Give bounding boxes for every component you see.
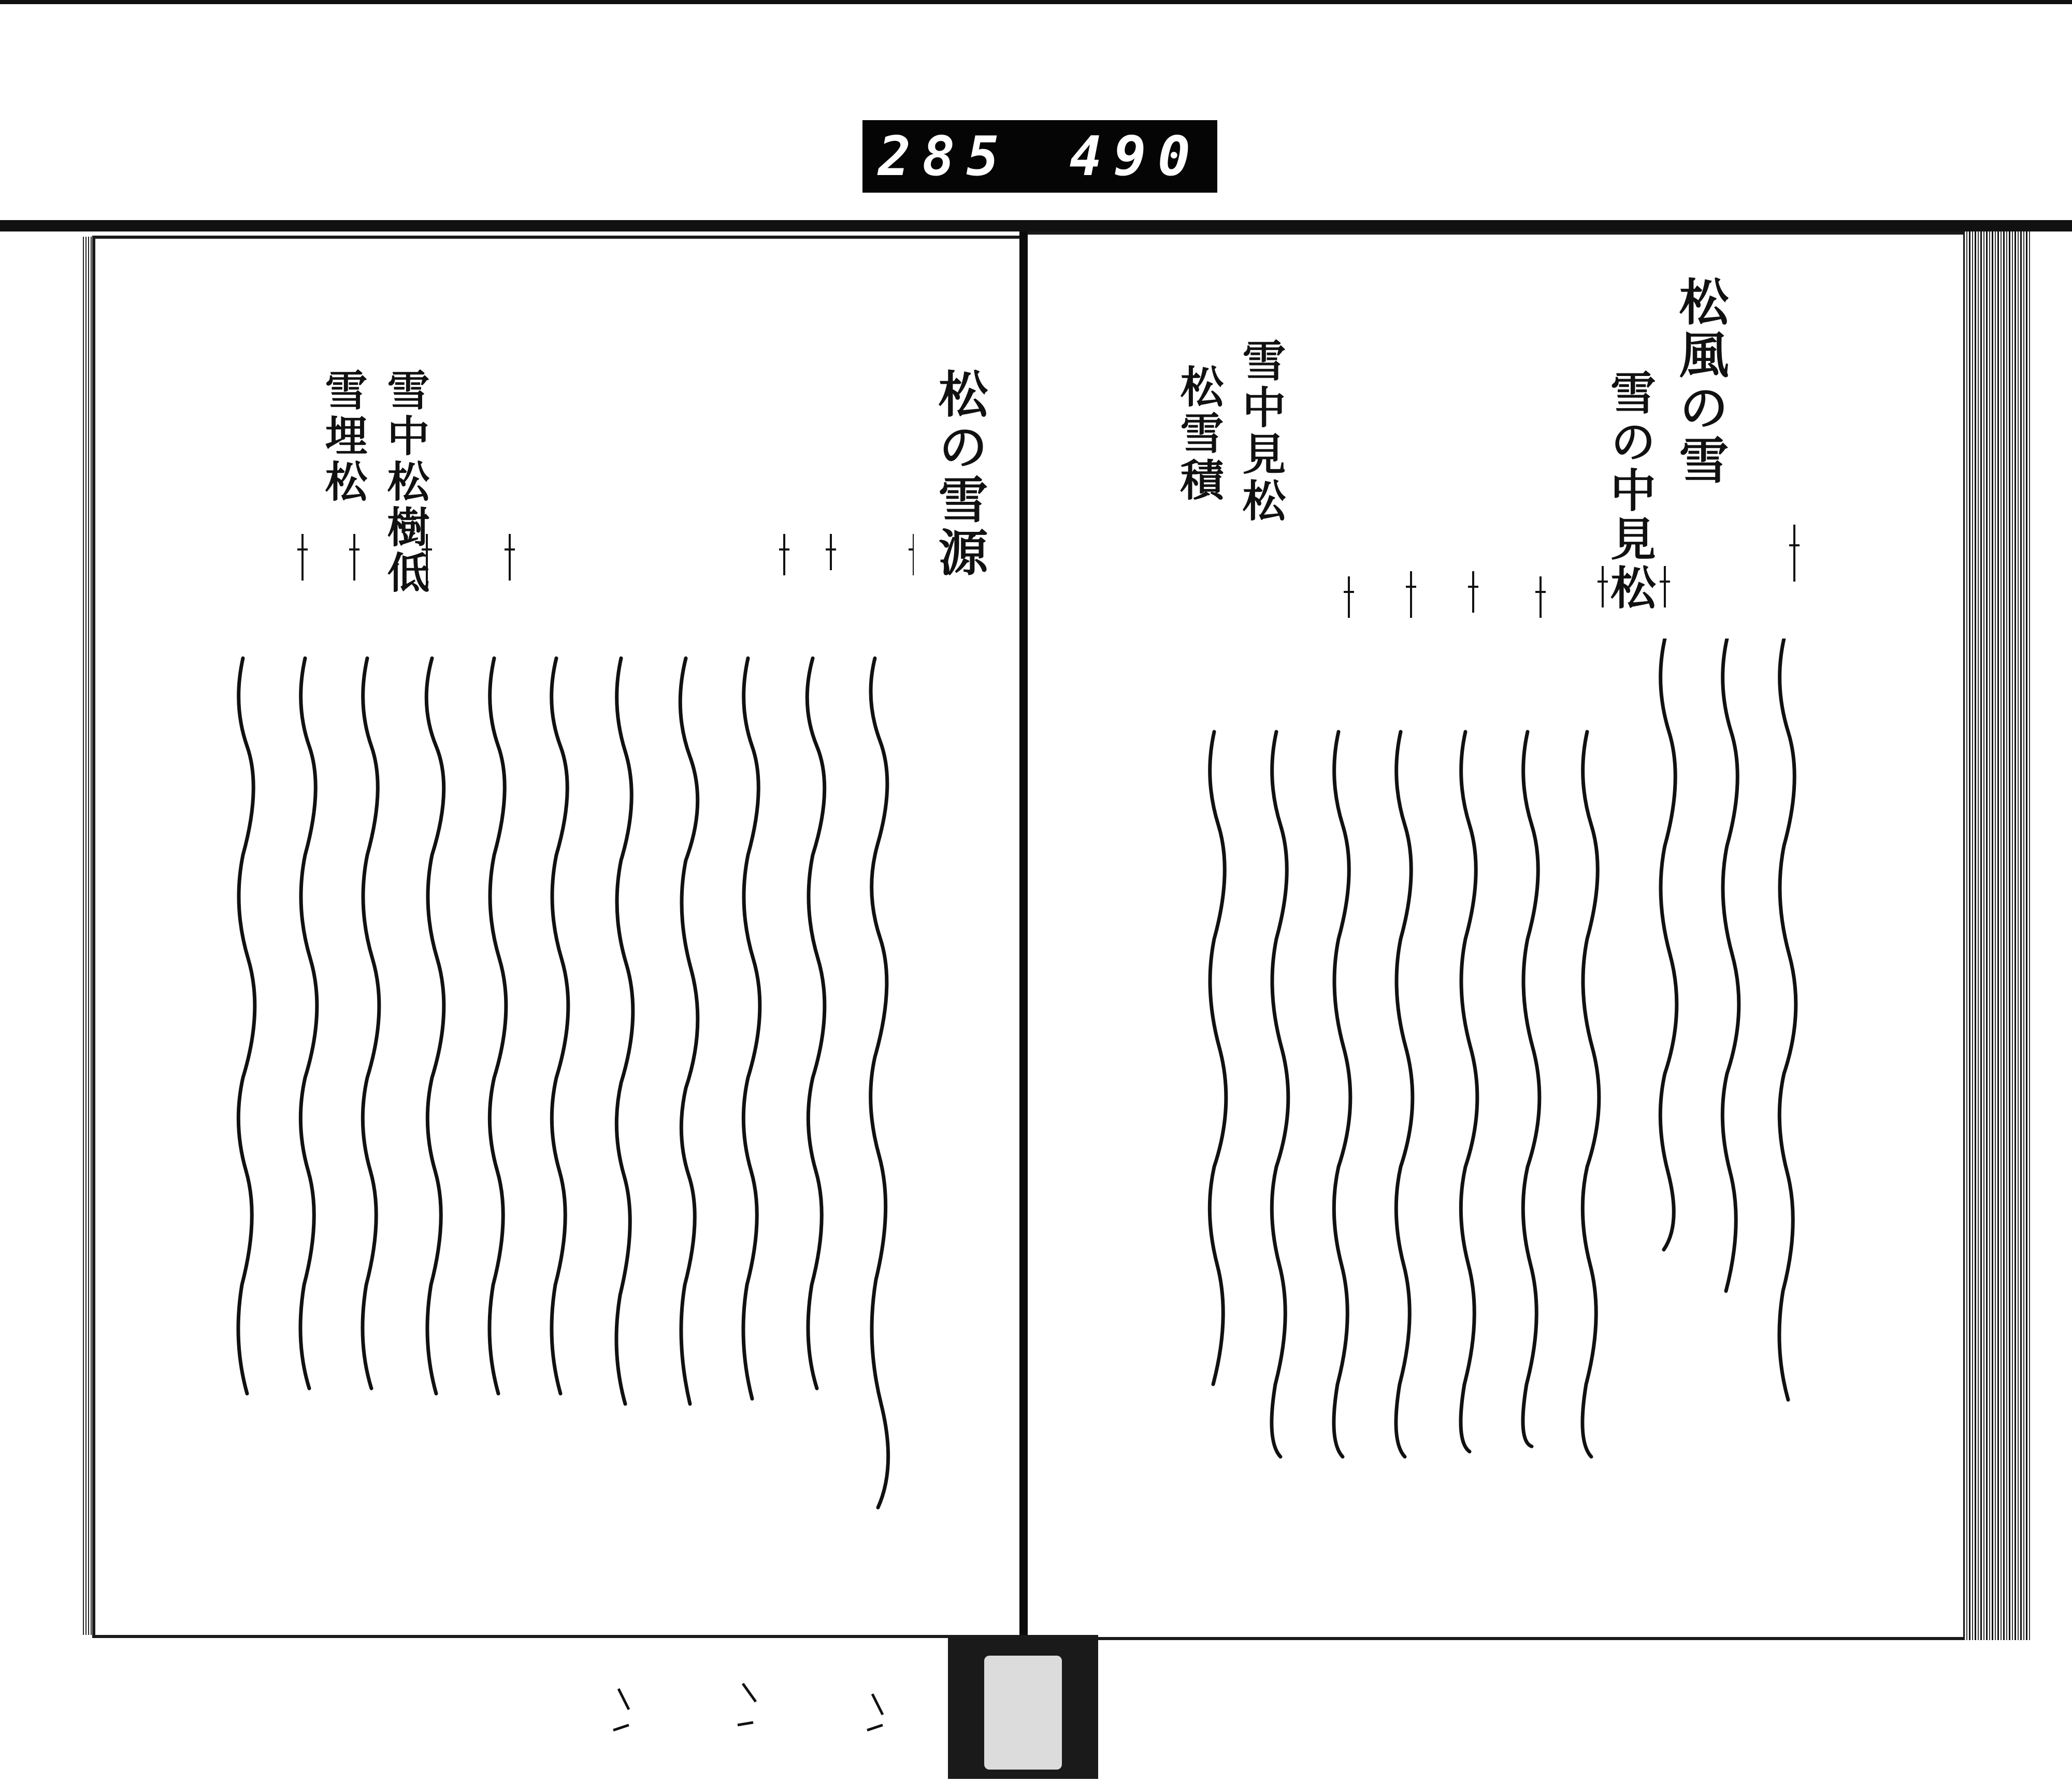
note-mark (297, 534, 308, 581)
note-mark (779, 534, 789, 575)
scanner-header (0, 0, 2072, 223)
header-rule (0, 220, 2072, 231)
author-notes (1059, 525, 1867, 659)
note-mark (1598, 566, 1608, 607)
book-spine (948, 1635, 1098, 1779)
text-line (1582, 732, 1599, 1457)
text-line (300, 658, 317, 1388)
poem-title: 松風の雪 (1671, 276, 1730, 487)
frame-number-left: 285 (878, 125, 1011, 188)
text-line (426, 658, 444, 1394)
poem-title: 雪埋松 (318, 368, 368, 505)
text-line (1660, 639, 1677, 1250)
section-heading: 雪中見松 (1235, 338, 1287, 525)
text-line (743, 658, 760, 1399)
poem-title: 雪の中見松 (1603, 369, 1657, 613)
cursive-text-block (1059, 639, 1867, 1778)
note-mark (1789, 525, 1800, 582)
text-line (552, 658, 568, 1394)
text-line (1779, 639, 1796, 1400)
text-line (238, 658, 255, 1394)
note-mark (909, 534, 914, 575)
text-line (1210, 732, 1226, 1384)
text-line (490, 658, 506, 1394)
text-line (616, 658, 633, 1404)
text-line (1396, 732, 1413, 1457)
text-line (1461, 732, 1477, 1452)
text-line (1272, 732, 1288, 1457)
text-line (1523, 732, 1539, 1446)
left-page (92, 236, 1028, 1638)
text-line (738, 1684, 756, 1725)
frame-number-right: 490 (1069, 125, 1202, 188)
note-mark (1344, 576, 1354, 618)
poem-title: 雪中松樹低 (380, 368, 430, 596)
cursive-text-block (137, 643, 914, 1782)
text-line (680, 658, 698, 1404)
right-page-edges (1963, 231, 2031, 1640)
poem-title: 松雪積 (1173, 364, 1225, 504)
note-mark (422, 534, 432, 586)
text-line (1334, 732, 1350, 1457)
spine-worn-patch (984, 1656, 1062, 1770)
note-mark (1406, 571, 1416, 618)
top-rule (0, 0, 2072, 4)
frame-counter (862, 120, 1217, 193)
poem-title: 松の雪源 (930, 368, 989, 579)
note-mark (1660, 566, 1670, 607)
note-mark (826, 534, 836, 570)
text-line (363, 658, 379, 1388)
note-mark (1468, 571, 1478, 613)
note-mark (1535, 576, 1546, 618)
text-line (613, 1689, 629, 1730)
author-notes (137, 529, 914, 648)
text-line (807, 658, 825, 1388)
text-line (867, 1694, 883, 1730)
note-mark (349, 534, 359, 581)
right-page (1028, 231, 1976, 1640)
open-book (0, 231, 2072, 1779)
text-line (1722, 639, 1739, 1291)
note-mark (505, 534, 515, 581)
text-line (871, 658, 888, 1508)
